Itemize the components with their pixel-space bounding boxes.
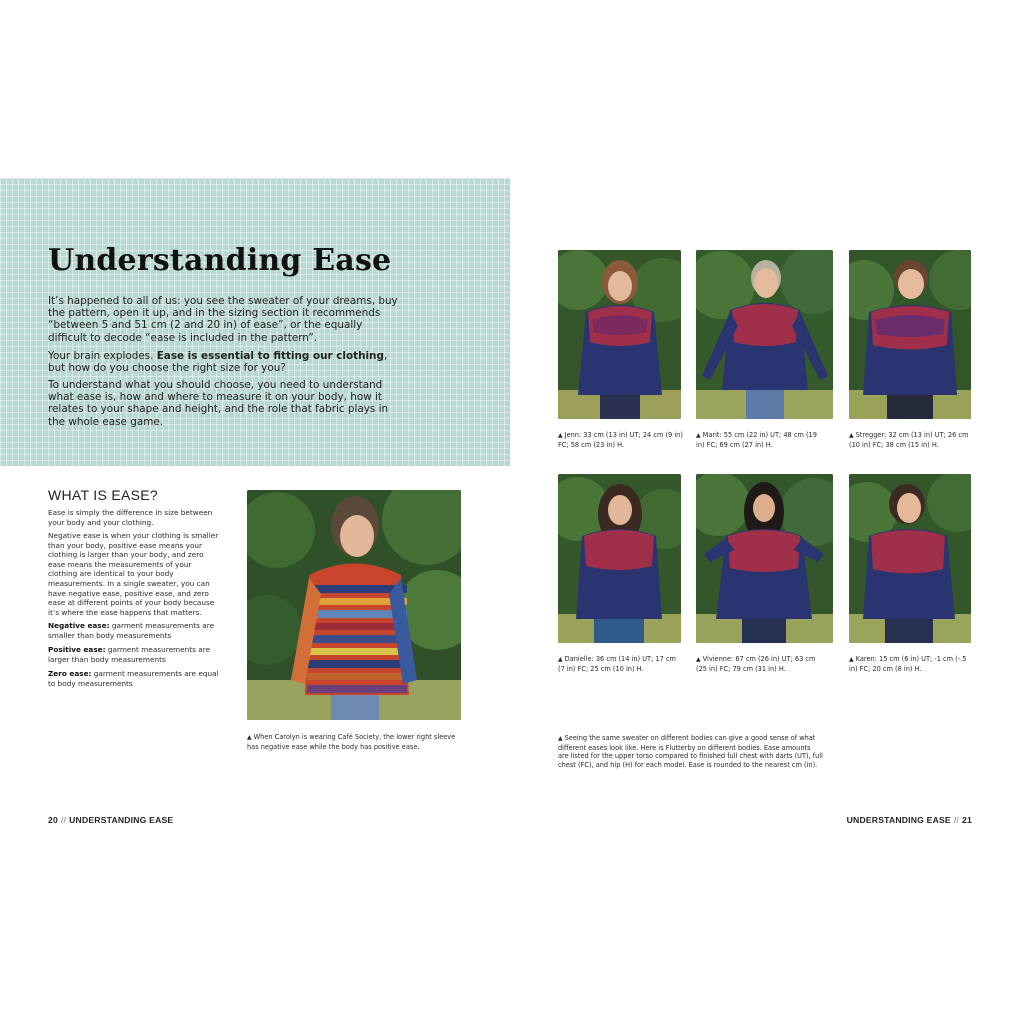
left-footer-label: UNDERSTANDING EASE	[69, 815, 174, 825]
intro-paragraph-1: It’s happened to all of us: you see the sweater of your dreams, buy the pattern, open it up, and in the sizing section it recommends “between 5 and 51 cm (2 and 20 in) of ease”, or the equally difficult to decode “ease is included in the pattern”.	[48, 295, 398, 344]
model-photo-marit	[696, 250, 833, 419]
right-page-number: 21	[962, 815, 972, 825]
left-page-number: 20	[48, 815, 58, 825]
body-paragraph-1: Ease is simply the difference in size between your body and your clothing.	[48, 508, 213, 527]
intro-2-end: , but how do you choose the right size for you?	[48, 350, 388, 375]
yoke-sweater-illustration	[696, 474, 833, 643]
triangle-up-icon: ▲	[849, 432, 854, 439]
caption-text: Danielle: 36 cm (14 in) UT; 17 cm (7 in) FC; 25 cm (10 in) H.	[558, 655, 676, 673]
yoke-sweater-illustration	[696, 250, 833, 419]
caption-text: Vivienne: 67 cm (26 in) UT; 63 cm (25 in) FC; 79 cm (31 in) H.	[696, 655, 816, 673]
intro-2-start: Your brain explodes.	[48, 350, 157, 362]
triangle-up-icon: ▲	[558, 432, 563, 439]
model-caption-jenn	[558, 431, 684, 449]
model-photo-karen	[849, 474, 971, 643]
left-page-footer	[48, 815, 173, 825]
caption-text: Stregger: 32 cm (13 in) UT; 26 cm (10 in) FC; 38 cm (15 in) H.	[849, 431, 969, 449]
group-photo-caption	[558, 734, 823, 769]
triangle-up-icon: ▲	[247, 734, 252, 741]
negative-ease-definition	[48, 621, 220, 640]
page-title: Understanding Ease	[48, 243, 392, 278]
model-caption-marit	[696, 431, 822, 449]
right-page-footer	[847, 815, 972, 825]
intro-paragraph-3: To understand what you should choose, you need to understand what ease is, how and where to measure it on your body, how it relates to your shape and height, and the role that fabric plays in the whole ease game.	[48, 379, 389, 428]
model-caption-danielle	[558, 655, 684, 673]
zero-ease-definition	[48, 669, 220, 688]
triangle-up-icon: ▲	[696, 656, 701, 663]
positive-ease-label: Positive ease:	[48, 645, 106, 654]
body-paragraph-2: Negative ease is when your clothing is smaller than your body, positive ease means your clothing is larger than your body, and zero ease means the measurements of your clothing are identical to your body measurements. In a single sweater, you can have negative ease, positive ease, and zero ease at different points of your body because it’s where the ease happens that matters.	[48, 531, 219, 617]
caption-text: Karen: 15 cm (6 in) UT; -1 cm (-.5 in) FC; 20 cm (8 in) H.	[849, 655, 967, 673]
model-photo-jenn	[558, 250, 681, 419]
model-caption-karen	[849, 655, 975, 673]
negative-ease-label: Negative ease:	[48, 621, 110, 630]
carolyn-photo-caption	[247, 733, 461, 751]
yoke-sweater-illustration	[558, 250, 681, 419]
triangle-up-icon: ▲	[558, 735, 563, 742]
left-footer-separator: //	[60, 815, 67, 825]
model-caption-stregger	[849, 431, 975, 449]
model-photo-vivienne	[696, 474, 833, 643]
caption-text: Jenn: 33 cm (13 in) UT; 24 cm (9 in) FC; 58 cm (23 in) H.	[558, 431, 683, 449]
striped-sweater-illustration	[247, 490, 461, 720]
intro-2-bold: Ease is essential to fitting our clothing	[156, 350, 384, 362]
carolyn-photo	[247, 490, 461, 720]
right-footer-label: UNDERSTANDING EASE	[846, 815, 951, 825]
carolyn-caption-text: When Carolyn is wearing Café Society, the lower right sleeve has negative ease while the body has positive ease.	[247, 733, 456, 751]
model-photo-danielle	[558, 474, 681, 643]
negative-ease-text: garment measurements are smaller than body measurements	[48, 621, 215, 640]
positive-ease-definition	[48, 645, 220, 664]
model-caption-vivienne	[696, 655, 822, 673]
yoke-sweater-illustration	[558, 474, 681, 643]
model-photo-stregger	[849, 250, 971, 419]
caption-text: Marit: 55 cm (22 in) UT; 48 cm (19 in) FC; 69 cm (27 in) H.	[696, 431, 817, 449]
zero-ease-label: Zero ease:	[48, 669, 92, 678]
yoke-sweater-illustration	[849, 474, 971, 643]
triangle-up-icon: ▲	[558, 656, 563, 663]
section-heading: WHAT IS EASE?	[48, 487, 158, 503]
intro-paragraph-2	[48, 350, 398, 374]
triangle-up-icon: ▲	[696, 432, 701, 439]
zero-ease-text: garment measurements are equal to body measurements	[48, 669, 219, 688]
group-caption-text: Seeing the same sweater on different bodies can give a good sense of what different eases look like. Here is Flutterby on different bodies. Ease amounts are listed for the upper torso compared to finished full chest with darts (UT), full chest (FC), and hip (H) for each model. Ease is rounded to the nearest cm (in).	[558, 734, 823, 769]
positive-ease-text: garment measurements are larger than body measurements	[48, 645, 211, 664]
right-footer-separator: //	[953, 815, 960, 825]
triangle-up-icon: ▲	[849, 656, 854, 663]
yoke-sweater-illustration	[849, 250, 971, 419]
